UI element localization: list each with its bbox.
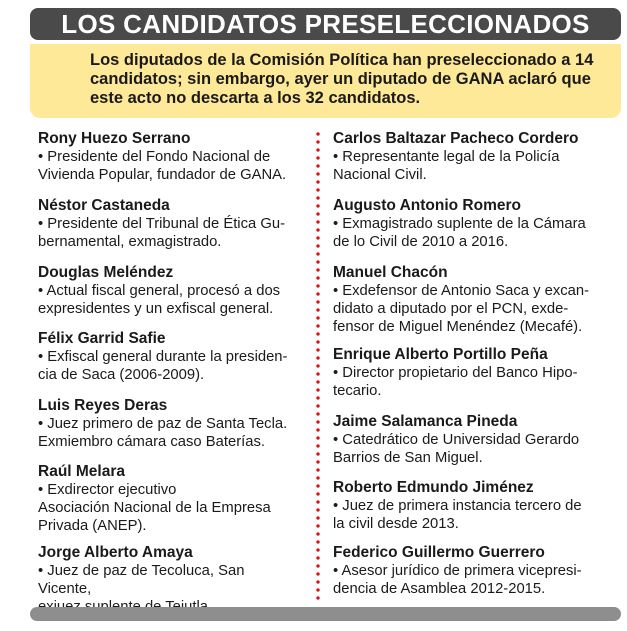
candidate-name: Federico Guillermo Guerrero xyxy=(333,544,545,561)
candidate-name: Raúl Melara xyxy=(38,463,126,480)
candidate-entry xyxy=(333,413,609,467)
intro-box xyxy=(30,44,621,118)
candidate-entry xyxy=(38,397,300,451)
candidate-description: • Catedrático de Universidad Gerardo Barrios de San Miguel. xyxy=(333,432,580,466)
candidate-description: • Director propietario del Banco Hipo- tecario. xyxy=(333,365,578,399)
candidate-description: • Representante legal de la Policía Nacional Civil. xyxy=(333,149,560,183)
bottom-bar xyxy=(30,607,621,621)
candidate-name: Roberto Edmundo Jiménez xyxy=(333,479,534,496)
page-title: LOS CANDIDATOS PRESELECCIONADOS xyxy=(61,8,590,39)
candidate-description: • Juez de paz de Tecoluca, San Vicente, xyxy=(38,563,245,597)
candidate-description: • Exfiscal general durante la presiden- cia de Saca (2006-2009). xyxy=(38,349,288,383)
candidate-name: Manuel Chacón xyxy=(333,264,448,281)
candidate-description: • Asesor jurídico de primera vicepresi- dencia de Asamblea 2012-2015. xyxy=(333,563,582,597)
candidate-description: • Presidente del Fondo Nacional de Vivienda Popular, fundador de GANA. xyxy=(38,149,287,183)
dotted-divider xyxy=(316,130,320,600)
candidate-name: Rony Huezo Serrano xyxy=(38,130,191,147)
candidate-entry xyxy=(333,264,609,336)
candidate-name: Félix Garrid Safie xyxy=(38,330,166,347)
candidate-name: Jorge Alberto Amaya xyxy=(38,544,193,561)
candidate-entry xyxy=(38,330,300,384)
title-bar xyxy=(30,8,621,40)
candidate-description: • Exmagistrado suplente de la Cámara de lo Civil de 2010 a 2016. xyxy=(333,216,586,250)
candidate-entry xyxy=(333,130,609,184)
candidate-entry xyxy=(38,197,300,251)
candidate-name: Douglas Meléndez xyxy=(38,264,174,281)
candidate-description: • Juez de primera instancia tercero de la civil desde 2013. xyxy=(333,498,582,532)
candidate-description: • Presidente del Tribunal de Ética Gu- bernamental, exmagistrado. xyxy=(38,216,285,250)
candidate-name: Jaime Salamanca Pineda xyxy=(333,413,518,430)
candidate-description: • Exdirector ejecutivo Asociación Nacional de la Empresa Privada (ANEP). xyxy=(38,482,271,534)
candidate-name: Luis Reyes Deras xyxy=(38,397,168,414)
candidate-name: Carlos Baltazar Pacheco Cordero xyxy=(333,130,579,147)
candidate-name: Néstor Castaneda xyxy=(38,197,170,214)
candidate-description: • Actual fiscal general, procesó a dos expresidentes y un exfiscal general. xyxy=(38,283,281,317)
candidate-name: Enrique Alberto Portillo Peña xyxy=(333,346,548,363)
candidate-entry xyxy=(38,463,300,535)
candidate-description: • Exdefensor de Antonio Saca y excan- didato a diputado por el PCN, exde- fensor de Miguel Menéndez (Mecafé). xyxy=(333,283,590,335)
candidate-entry xyxy=(38,130,300,184)
candidate-entry xyxy=(333,197,609,251)
candidate-entry xyxy=(333,544,609,598)
candidate-description: • Juez primero de paz de Santa Tecla. Exmiembro cámara caso Baterías. xyxy=(38,416,288,450)
candidate-entry xyxy=(333,479,609,533)
candidate-entry xyxy=(333,346,609,400)
candidate-entry xyxy=(38,264,300,318)
intro-text: Los diputados de la Comisión Política han preseleccionado a 14 candidatos; sin embargo, ayer un diputado de GANA aclaró que este acto no descarta a los 32 candidatos. xyxy=(90,51,594,107)
candidate-name: Augusto Antonio Romero xyxy=(333,197,521,214)
candidate-entry xyxy=(38,544,300,616)
